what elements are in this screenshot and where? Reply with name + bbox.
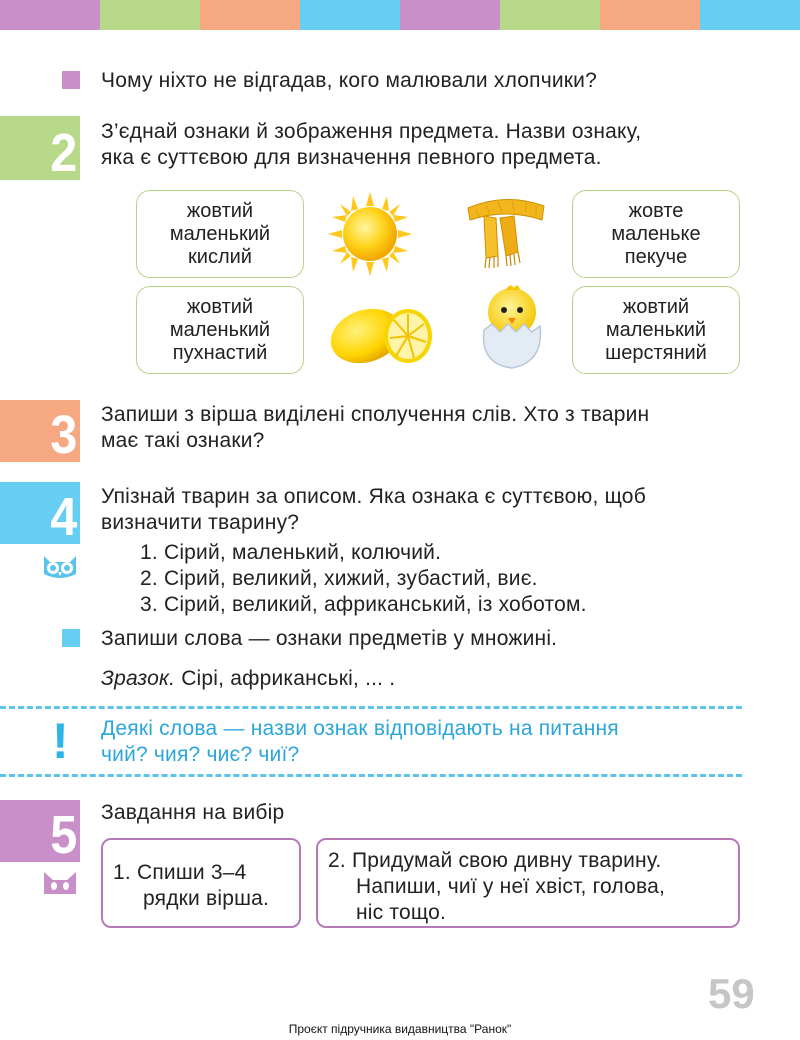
card-line: кислий xyxy=(188,245,252,268)
card-line: пухнастий xyxy=(172,341,268,364)
note-text xyxy=(101,716,741,768)
scarf-image[interactable] xyxy=(462,190,550,272)
blue-square-marker xyxy=(62,629,80,647)
choice-option-2[interactable] xyxy=(316,838,740,928)
task2-text xyxy=(101,119,741,171)
task4-extra: Запиши слова — ознаки предметів у множині. xyxy=(101,627,558,650)
list-item: 2. Сірий, великий, хижий, зубастий, виє. xyxy=(140,567,538,590)
task-number-3: 3 xyxy=(0,400,80,462)
card-line: пекуче xyxy=(624,245,688,268)
color-segment xyxy=(600,0,700,30)
attribute-card-3[interactable] xyxy=(136,286,304,374)
note-top-divider xyxy=(0,706,742,709)
card-line: маленький xyxy=(169,318,271,341)
exclamation-icon: ! xyxy=(52,713,69,769)
task-number-5: 5 xyxy=(0,800,80,862)
page-number: 59 xyxy=(708,970,755,1017)
list-item: 1. Сірий, маленький, колючий. xyxy=(140,541,442,564)
card-line: жовтий xyxy=(186,199,254,222)
task3-text-line1: Запиши з вірша виділені сполучення слів. Хто з тварин xyxy=(101,403,650,426)
list-item: 3. Сірий, великий, африканський, із хоботом. xyxy=(140,593,587,616)
lemon-image[interactable] xyxy=(328,298,438,368)
color-segment xyxy=(500,0,600,30)
task4-text xyxy=(101,484,741,536)
card-line: маленький xyxy=(169,222,271,245)
card-line: маленький xyxy=(605,318,707,341)
color-segment xyxy=(100,0,200,30)
attribute-card-1[interactable] xyxy=(136,190,304,278)
sun-image[interactable] xyxy=(326,190,414,278)
task3-text-line2: має такі ознаки? xyxy=(101,429,265,452)
task-number-4: 4 xyxy=(0,482,80,544)
task4-list xyxy=(140,540,740,618)
top-color-bar xyxy=(0,0,800,30)
task-number-2: 2 xyxy=(0,116,80,180)
footer-credit: Проєкт підручника видавництва "Ранок" xyxy=(288,1022,512,1036)
task5-title: Завдання на вибір xyxy=(101,801,285,824)
option2-line3: ніс тощо. xyxy=(356,901,447,924)
color-segment xyxy=(400,0,500,30)
option1-line1: 1. Спиши 3–4 xyxy=(113,861,247,884)
choice-option-1[interactable] xyxy=(101,838,301,928)
task4-text-line2: визначити тварину? xyxy=(101,511,300,534)
card-line: маленьке xyxy=(611,222,701,245)
owl-icon xyxy=(40,552,80,580)
option2-text xyxy=(328,848,665,926)
task4-sample xyxy=(101,666,395,692)
color-segment xyxy=(300,0,400,30)
task4-text-line1: Упізнай тварин за описом. Яка ознака є суттєвою, щоб xyxy=(101,485,646,508)
note-bottom-divider xyxy=(0,774,742,777)
chick-image[interactable] xyxy=(472,282,552,372)
purple-square-marker xyxy=(62,71,80,89)
note-line2: чий? чия? чиє? чиї? xyxy=(101,743,300,766)
option1-line2: рядки вірша. xyxy=(143,887,270,910)
card-line: шерстяний xyxy=(605,341,707,364)
option2-line2: Напиши, чиї у неї хвіст, голова, xyxy=(356,875,666,898)
card-line: жовтий xyxy=(622,295,690,318)
option2-line1: 2. Придумай свою дивну тварину. xyxy=(328,849,662,872)
task2-text-line1: З’єднай ознаки й зображення предмета. Назви ознаку, xyxy=(101,120,642,143)
color-segment xyxy=(700,0,800,30)
attribute-card-2[interactable] xyxy=(572,190,740,278)
color-segment xyxy=(200,0,300,30)
attribute-card-4[interactable] xyxy=(572,286,740,374)
intro-question: Чому ніхто не відгадав, кого малювали хлопчики? xyxy=(101,69,597,92)
task3-text xyxy=(101,402,741,454)
sample-label: Зразок. xyxy=(101,667,176,690)
cat-icon xyxy=(40,868,80,896)
task2-text-line2: яка є суттєвою для визначення певного предмета. xyxy=(101,146,602,169)
card-line: жовтий xyxy=(186,295,254,318)
card-line: жовте xyxy=(628,199,684,222)
option1-text xyxy=(113,860,269,912)
color-segment xyxy=(0,0,100,30)
sample-text: Сірі, африканські, ... . xyxy=(175,667,396,690)
note-line1: Деякі слова — назви ознак відповідають на питання xyxy=(101,717,619,740)
